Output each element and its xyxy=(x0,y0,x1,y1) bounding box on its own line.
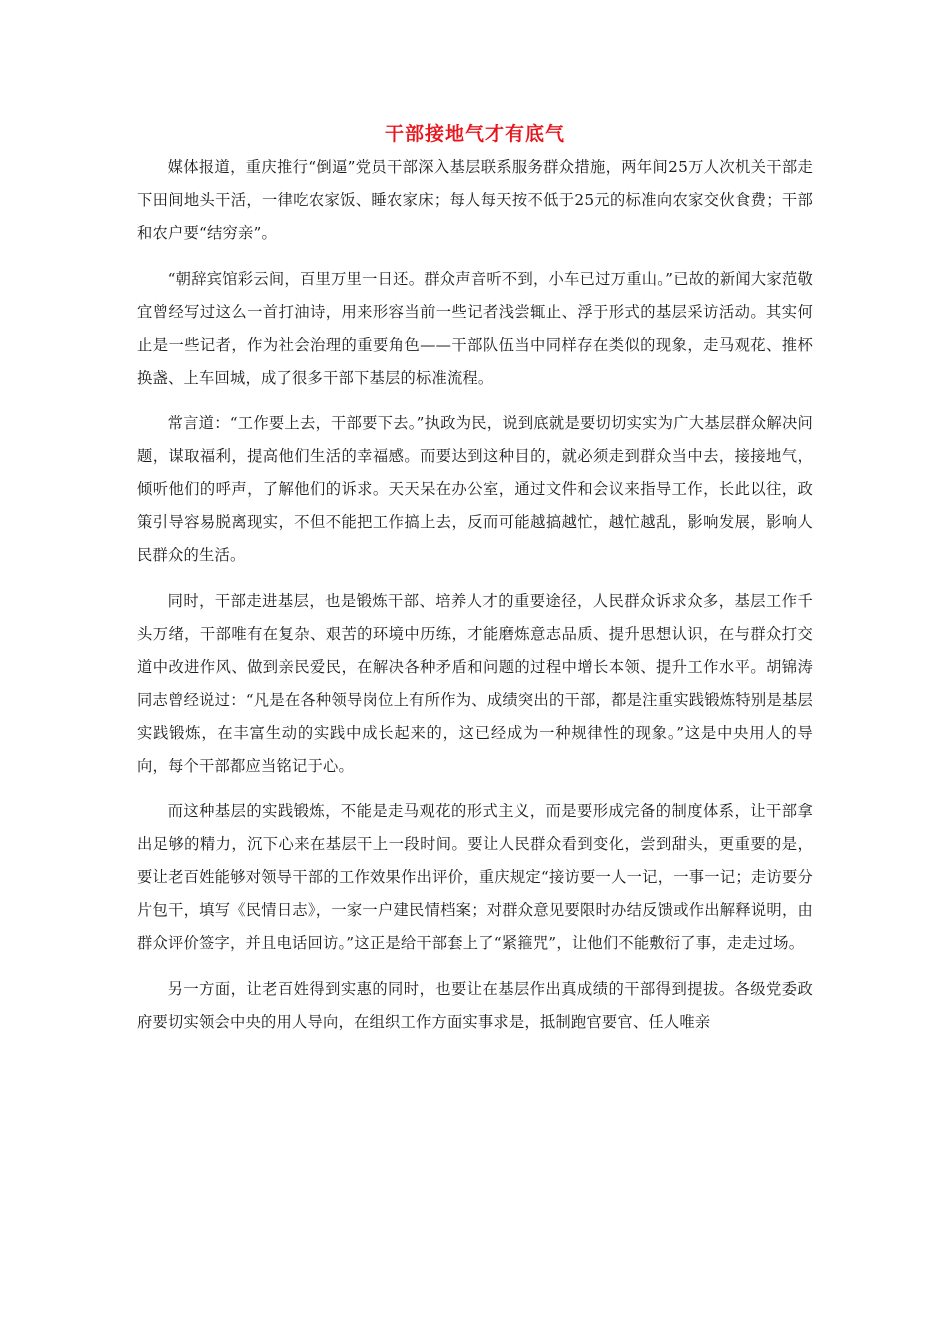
paragraph: 媒体报道，重庆推行“倒逼”党员干部深入基层联系服务群众措施，两年间25万人次机关干部走下田间地头干活，一律吃农家饭、睡农家床；每人每天按不低于25元的标准向农家交伙食费；干部和农户要“结穷亲”。 xyxy=(137,158,813,242)
paragraph: 同时，干部走进基层，也是锻炼干部、培养人才的重要途径，人民群众诉求众多，基层工作千头万绪，干部唯有在复杂、艰苦的环境中历练，才能磨炼意志品质、提升思想认识，在与群众打交道中改进作风、做到亲民爱民，在解决各种矛盾和问题的过程中增长本领、提升工作水平。胡锦涛同志曾经说过：“凡是在各种领导岗位上有所作为、成绩突出的干部，都是注重实践锻炼特别是基层实践锻炼，在丰富生动的实践中成长起来的，这已经成为一种规律性的现象。”这是中央用人的导向，每个干部都应当铭记于心。 xyxy=(137,591,813,775)
paragraph: “朝辞宾馆彩云间，百里万里一日还。群众声音听不到，小车已过万重山。”已故的新闻大家范敬宜曾经写过这么一首打油诗，用来形容当前一些记者浅尝辄止、浮于形式的基层采访活动。其实何止是一些记者，作为社会治理的重要角色——干部队伍当中同样存在类似的现象，走马观花、推杯换盏、上车回城，成了很多干部下基层的标准流程。 xyxy=(137,269,813,387)
paragraph: 而这种基层的实践锻炼，不能是走马观花的形式主义，而是要形成完备的制度体系，让干部拿出足够的精力，沉下心来在基层干上一段时间。要让人民群众看到变化，尝到甜头，更重要的是，要让老百姓能够对领导干部的工作效果作出评价，重庆规定“接访要一人一记，一事一记；走访要分片包干，填写《民情日志》，一家一户建民情档案；对群众意见要限时办结反馈或作出解释说明，由群众评价签字，并且电话回访。”这正是给干部套上了“紧箍咒”，让他们不能敷衍了事，走走过场。 xyxy=(137,802,813,952)
paragraph: 常言道：“工作要上去，干部要下去。”执政为民，说到底就是要切切实实为广大基层群众解决问题，谋取福利，提高他们生活的幸福感。而要达到这种目的，就必须走到群众当中去，接接地气，倾听他们的呼声，了解他们的诉求。天天呆在办公室，通过文件和会议来指导工作，长此以往，政策引导容易脱离现实，不但不能把工作搞上去，反而可能越搞越忙，越忙越乱，影响发展，影响人民群众的生活。 xyxy=(137,414,813,564)
article-body xyxy=(137,151,813,1051)
document-title: 干部接地气才有底气 xyxy=(384,123,565,145)
paragraph: 另一方面，让老百姓得到实惠的同时，也要让在基层作出真成绩的干部得到提拔。各级党委政府要切实领会中央的用人导向，在组织工作方面实事求是，抵制跑官要官、任人唯亲 xyxy=(137,979,813,1031)
